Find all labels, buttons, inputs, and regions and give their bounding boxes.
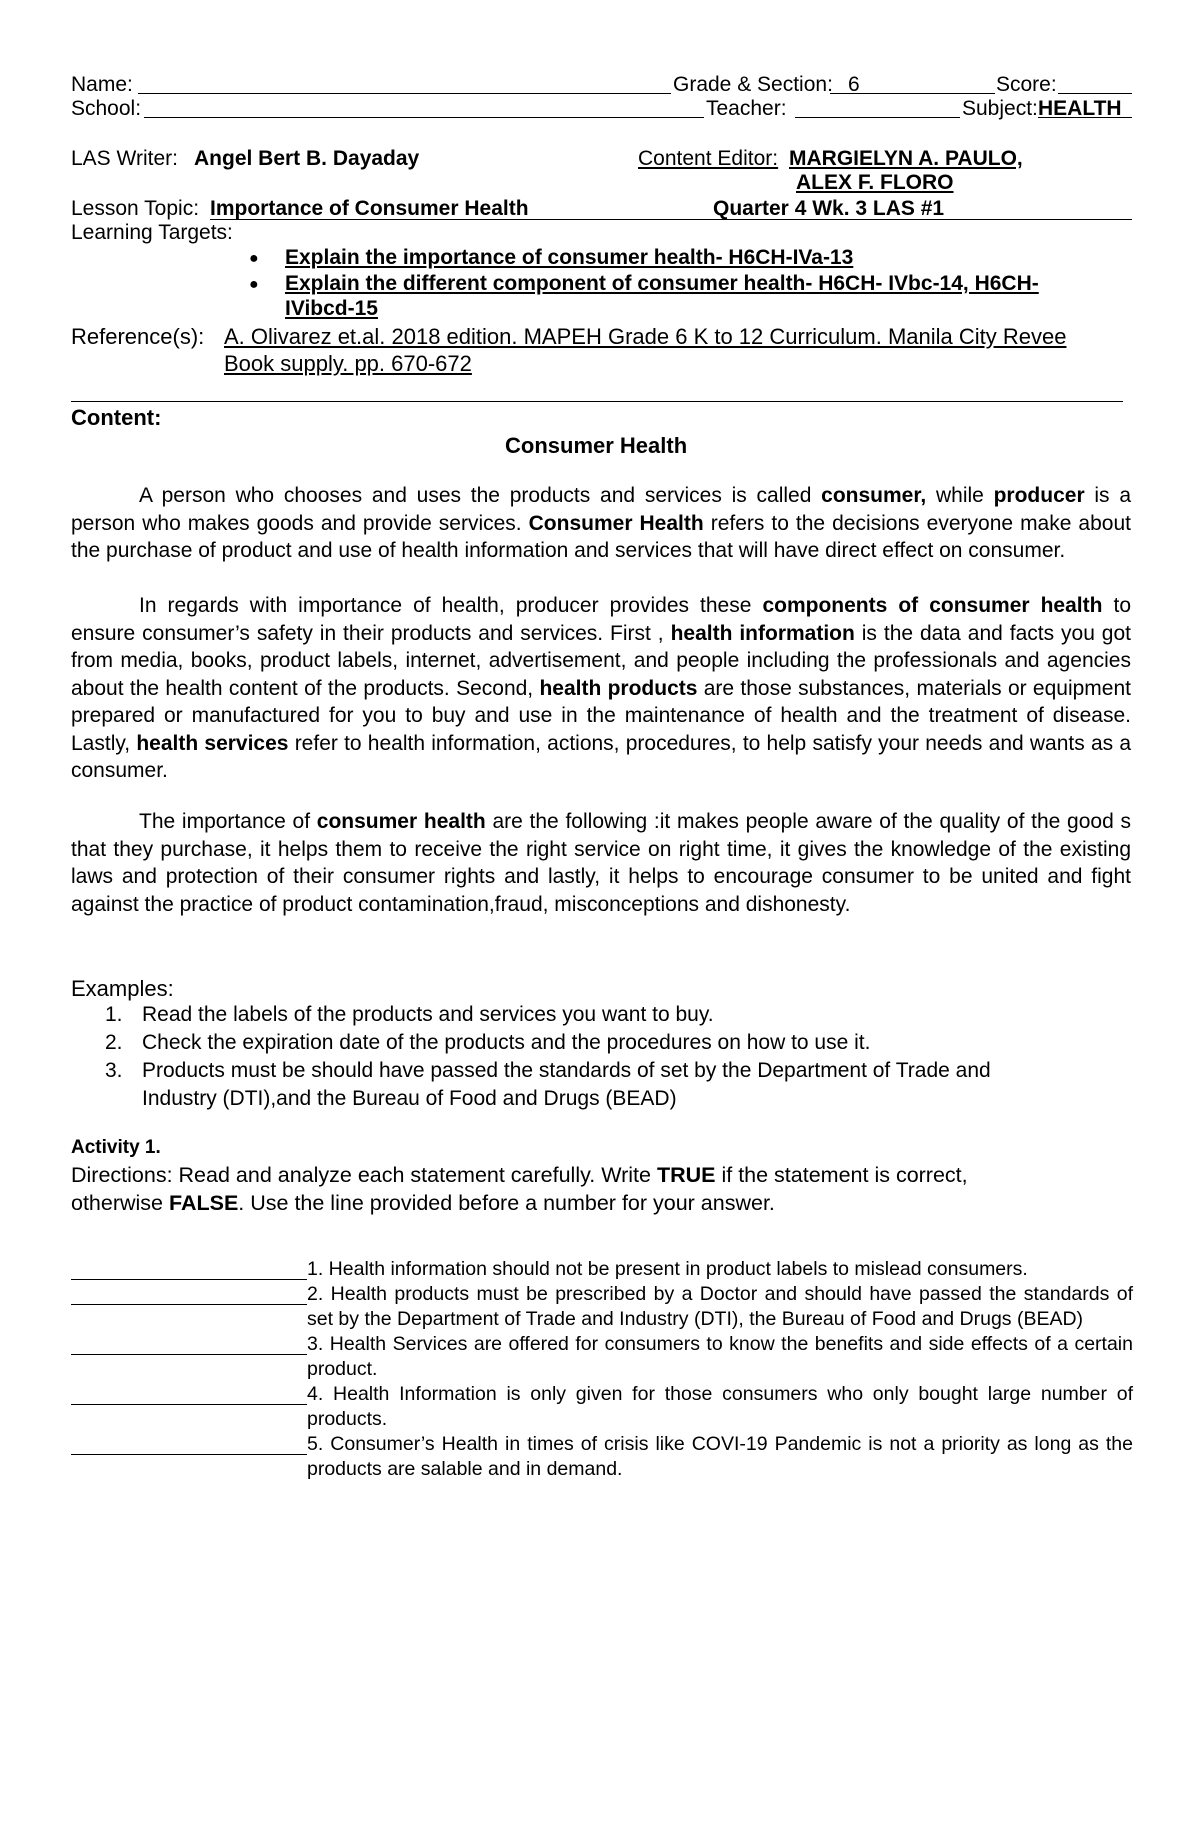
examples-label: Examples: (71, 976, 174, 1001)
example-item: Read the labels of the products and services you want to buy. (142, 1003, 714, 1026)
activity-title: Activity 1. (71, 1137, 161, 1158)
teacher-label: Teacher: (706, 97, 787, 120)
answer-line[interactable] (71, 1282, 307, 1305)
lesson-topic-label: Lesson Topic: (71, 197, 200, 220)
content-label: Content: (71, 405, 162, 430)
activity-directions: Directions: Read and analyze each statement carefully. Write TRUE if the statement is correct, otherwise FALSE. Use the line provided before a number for your answer. (71, 1163, 968, 1215)
grade-section-field[interactable] (830, 93, 995, 94)
learning-targets-label: Learning Targets: (71, 221, 233, 244)
paragraph-1: A person who chooses and uses the products and services is called consumer, while producer is a person who makes goods and provide services. Consumer Health refers to the decisions everyone make about the purchase of product and use of health information and services that will have direct effect on consumer. (71, 484, 1131, 562)
example-item: Products must be should have passed the standards of set by the Department of Trade and (142, 1059, 991, 1082)
answer-line[interactable] (71, 1382, 307, 1405)
reference-line-1: A. Olivarez et.al. 2018 edition. MAPEH Grade 6 K to 12 Curriculum. Manila City Revee (224, 324, 1067, 349)
bullet-icon: ● (249, 250, 259, 267)
quarter-label: Quarter 4 Wk. 3 LAS #1 (713, 197, 945, 220)
subject-value: HEALTH (1038, 97, 1122, 120)
question-item (71, 1382, 1133, 1432)
name-field[interactable] (138, 93, 671, 94)
school-field[interactable] (144, 117, 704, 118)
learning-target-2: Explain the different component of consumer health- H6CH- IVbc-14, H6CH- (285, 272, 1039, 295)
reference-label: Reference(s): (71, 324, 205, 349)
las-writer-name: Angel Bert B. Dayaday (194, 147, 420, 170)
content-title: Consumer Health (505, 433, 688, 458)
question-text: 3. Health Services are offered for consumers to know the benefits and side effects of a certain product. (307, 1333, 1133, 1380)
paragraph-3: The importance of consumer health are the following :it makes people aware of the quality of the good s that they purchase, it helps them to receive the right service on right time, it gives the knowledge of the existing laws and protection of their consumer rights and lastly, it helps to encourage consumer to be united and fight against the practice of product contamination,fraud, misconceptions and dishonesty. (71, 810, 1132, 916)
school-label: School: (71, 97, 142, 120)
grade-section-label: Grade & Section: (673, 73, 833, 96)
question-item (71, 1432, 1133, 1482)
example-item: Industry (DTI),and the Bureau of Food and Drugs (BEAD) (142, 1087, 677, 1110)
lesson-topic: Importance of Consumer Health (210, 197, 529, 220)
lesson-topic-underline (210, 219, 1132, 220)
paragraph-2: In regards with importance of health, producer provides these components of consumer health to ensure consumer’s safety in their products and services. First , health information is the data and facts you got from media, books, product labels, internet, advertisement, and people including the professionals and agencies about the health content of the products. Second, health products are those substances, materials or equipment prepared or manufactured for you to buy and use in the maintenance of health and the treatment of disease. Lastly, health services refer to health information, actions, procedures, to help satisfy your needs and wants as a consumer. (71, 594, 1132, 782)
question-text: 5. Consumer’s Health in times of crisis like COVI-19 Pandemic is not a priority as long as the products are salable and in demand. (307, 1433, 1133, 1480)
reference-line-2: Book supply. pp. 670-672 (224, 351, 472, 376)
score-label: Score: (996, 73, 1057, 96)
answer-line[interactable] (71, 1432, 307, 1455)
content-editor-name-2: ALEX F. FLORO (796, 171, 954, 194)
example-number: 1. (105, 1003, 123, 1026)
content-editor-label: Content Editor: (638, 147, 779, 170)
grade-value: 6 (848, 73, 860, 96)
learning-target-2-cont: IVibcd-15 (285, 297, 378, 320)
subject-underline (1038, 117, 1132, 118)
teacher-field[interactable] (795, 117, 960, 118)
question-text: 1. Health information should not be present in product labels to mislead consumers. (307, 1258, 1028, 1280)
example-number: 2. (105, 1031, 123, 1054)
learning-target-1: Explain the importance of consumer health- H6CH-IVa-13 (285, 246, 854, 269)
question-item (71, 1282, 1133, 1332)
question-text: 4. Health Information is only given for those consumers who only bought large number of products. (307, 1383, 1133, 1430)
bullet-icon: ● (249, 276, 259, 293)
example-item: Check the expiration date of the products and the procedures on how to use it. (142, 1031, 871, 1054)
question-text: 2. Health products must be prescribed by a Doctor and should have passed the standards of set by the Department of Trade and Industry (DTI), the Bureau of Food and Drugs (BEAD) (307, 1283, 1133, 1330)
activity-questions (71, 1257, 1133, 1482)
answer-line[interactable] (71, 1257, 307, 1280)
name-label: Name: (71, 73, 133, 96)
section-divider (71, 401, 1123, 402)
answer-line[interactable] (71, 1332, 307, 1355)
subject-label: Subject: (962, 97, 1038, 120)
content-editor-name-1: MARGIELYN A. PAULO, (789, 147, 1023, 170)
las-writer-label: LAS Writer: (71, 147, 178, 170)
question-item (71, 1257, 1133, 1282)
score-field[interactable] (1058, 93, 1132, 94)
example-number: 3. (105, 1059, 123, 1082)
question-item (71, 1332, 1133, 1382)
